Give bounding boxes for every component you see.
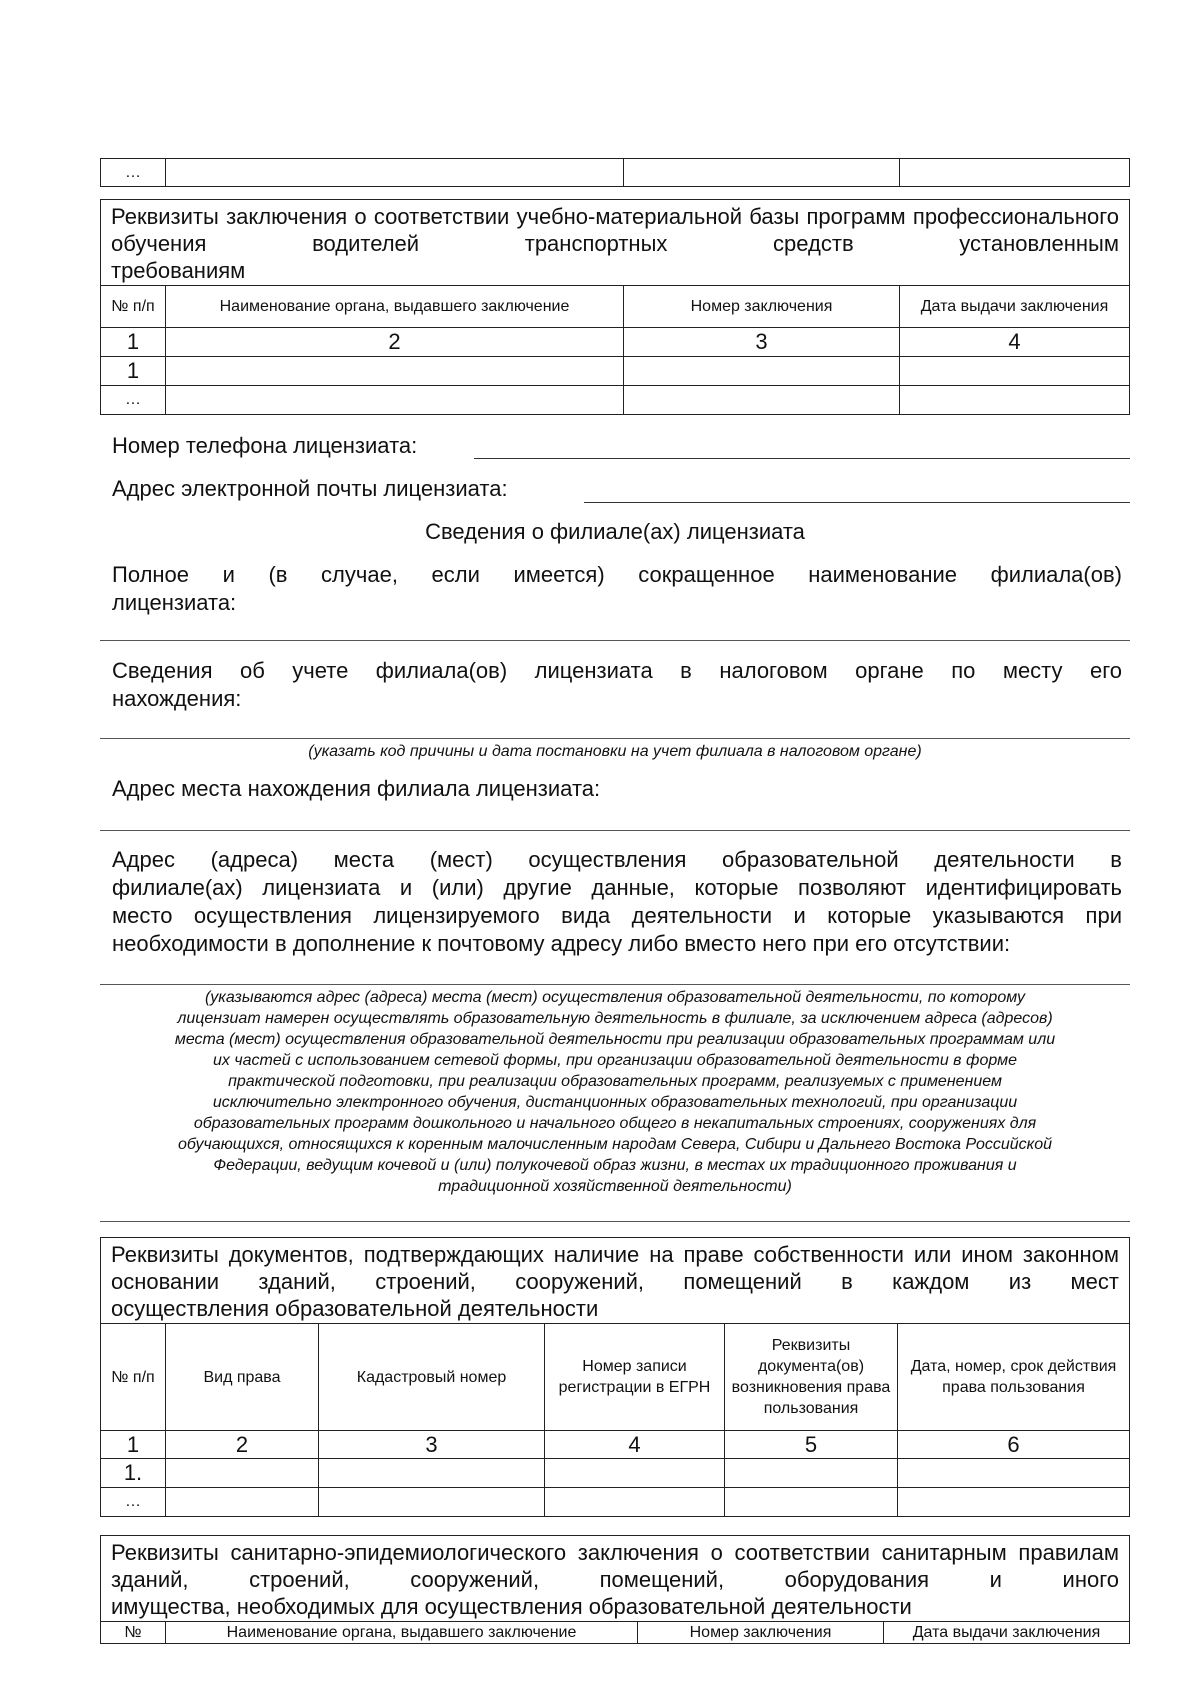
table-conclusion [100, 199, 1130, 415]
table-cell [166, 159, 624, 187]
column-number-row [101, 328, 1130, 357]
caption-text-last: имущества, необходимых для осуществления образовательной деятельности [111, 1594, 912, 1619]
text-line: нахождения: [112, 686, 242, 711]
column-number: 5 [725, 1431, 898, 1459]
activity-address-label [112, 846, 1122, 958]
table-cell [900, 159, 1130, 187]
table-cell [898, 1488, 1130, 1517]
table-property-documents [100, 1237, 1130, 1517]
caption-text: Реквизиты документов, подтверждающих наличие на праве собственности или ином законном основании зданий, строений, сооружений, помещений в каждом из мест [111, 1242, 1119, 1294]
hint-line: (указываются адрес (адреса) места (мест) осуществления образовательной деятельности, по которому [204, 989, 1026, 1006]
column-number: 3 [319, 1431, 545, 1459]
table-row [101, 1488, 1130, 1517]
caption-text: Реквизиты заключения о соответствии учебно-материальной базы программ профессионального обучения водителей транспортных средств установленным [111, 204, 1119, 256]
hint-line: образовательных программ дошкольного и начального общего в некапитальных строениях, сооружениях для [193, 1115, 1037, 1132]
column-header: № [101, 1622, 166, 1644]
table-caption [101, 200, 1130, 286]
column-number: 2 [166, 328, 624, 357]
column-header: Наименование органа, выдавшего заключение [166, 1622, 638, 1644]
column-header: Номер записи регистрации в ЕГРН [545, 1324, 725, 1431]
caption-text-last: осуществления образовательной деятельности [111, 1296, 599, 1321]
column-number: 2 [166, 1431, 319, 1459]
branch-tax-hint: (указать код причины и дата постановки на учет филиала в налоговом органе) [308, 743, 922, 760]
hint-line: практической подготовки, при реализации образовательных программ, реализуемых с применением [228, 1073, 1002, 1090]
table-cell [900, 357, 1130, 386]
table-sanitary-conclusion [100, 1535, 1130, 1644]
column-number: 4 [545, 1431, 725, 1459]
column-number: 6 [898, 1431, 1130, 1459]
column-number: 1 [101, 328, 166, 357]
branch-tax-line [100, 738, 1130, 739]
table-cell [624, 159, 900, 187]
table-cell [725, 1488, 898, 1517]
table-cell [319, 1459, 545, 1488]
row-number-cell: 1. [101, 1459, 166, 1488]
table-cell [898, 1459, 1130, 1488]
row-number-cell: … [101, 1488, 166, 1517]
branch-address-label: Адрес места нахождения филиала лицензиата: [112, 776, 601, 801]
text-line: Полное и (в случае, если имеется) сокращенное наименование филиала(ов) [112, 562, 1122, 587]
row-number-cell: … [101, 159, 166, 187]
hint-line: их частей с использованием сетевой формы, при организации образовательной деятельности в форме [212, 1052, 1017, 1069]
column-header: Вид права [166, 1324, 319, 1431]
text-line: филиале(ах) лицензиата и (или) другие данные, которые позволяют идентифицировать [112, 875, 1122, 900]
table-header-row [101, 286, 1130, 328]
table-cell [166, 386, 624, 415]
email-field-line [584, 502, 1130, 503]
table-cell [725, 1459, 898, 1488]
column-header: Номер заключения [638, 1622, 884, 1644]
branch-tax-label [112, 657, 1122, 713]
hint-line: лицензиат намерен осуществлять образовательную деятельность в филиале, за исключением адреса (адресов) [177, 1010, 1053, 1027]
table-cell [166, 1488, 319, 1517]
activity-address-hint [100, 987, 1130, 1197]
table-caption [101, 1238, 1130, 1324]
table-header-row [101, 1622, 1130, 1644]
branch-address-line [100, 830, 1130, 831]
column-header: Номер заключения [624, 286, 900, 328]
column-header: Дата выдачи заключения [884, 1622, 1130, 1644]
column-number: 3 [624, 328, 900, 357]
branch-name-label [112, 561, 1122, 617]
table-row [101, 386, 1130, 415]
text-line: Сведения об учете филиала(ов) лицензиата в налоговом органе по месту его [112, 658, 1122, 683]
table-cell [166, 357, 624, 386]
hint-line: места (мест) осуществления образовательной деятельности при реализации образовательных программам или [174, 1031, 1056, 1048]
text-line: необходимости в дополнение к почтовому адресу либо вместо него при его отсутствии: [112, 931, 1011, 956]
table-cell [319, 1488, 545, 1517]
row-number-cell: … [101, 386, 166, 415]
column-header: Реквизиты документа(ов) возникновения права пользования [725, 1324, 898, 1431]
table-header-row [101, 1324, 1130, 1431]
table-row [101, 159, 1130, 187]
hint-line: Федерации, ведущим кочевой и (или) полукочевой образ жизни, в местах их традиционного проживания и [213, 1157, 1017, 1174]
phone-label: Номер телефона лицензиата: [112, 433, 418, 458]
hint-line: традиционной хозяйственной деятельности) [438, 1178, 792, 1195]
table-cell [545, 1459, 725, 1488]
email-label: Адрес электронной почты лицензиата: [112, 476, 508, 501]
text-line: место осуществления лицензируемого вида деятельности и которые указываются при [112, 903, 1122, 928]
branch-name-line [100, 640, 1130, 641]
activity-address-bottom-line [100, 1221, 1130, 1222]
column-header: Дата выдачи заключения [900, 286, 1130, 328]
column-header: Дата, номер, срок действия права пользования [898, 1324, 1130, 1431]
table-top-continuation [100, 158, 1130, 187]
column-header: № п/п [101, 1324, 166, 1431]
table-cell [624, 386, 900, 415]
branch-section-title: Сведения о филиале(ах) лицензиата [425, 519, 805, 544]
phone-field-line [474, 458, 1130, 459]
text-line: Адрес (адреса) места (мест) осуществления образовательной деятельности в [112, 847, 1122, 872]
row-number-cell: 1 [101, 357, 166, 386]
table-row [101, 357, 1130, 386]
column-number-row [101, 1431, 1130, 1459]
table-caption [101, 1536, 1130, 1622]
caption-text: Реквизиты санитарно-эпидемиологического заключения о соответствии санитарным правилам зданий, строений, сооружений, помещений, оборудования и иного [111, 1540, 1119, 1592]
hint-line: обучающихся, относящихся к коренным малочисленным народам Севера, Сибири и Дальнего Востока Российской [177, 1136, 1053, 1153]
column-number: 1 [101, 1431, 166, 1459]
column-number: 4 [900, 328, 1130, 357]
table-cell [545, 1488, 725, 1517]
table-cell [900, 386, 1130, 415]
activity-address-line [100, 984, 1130, 985]
text-line: лицензиата: [112, 590, 237, 615]
column-header: № п/п [101, 286, 166, 328]
column-header: Кадастровый номер [319, 1324, 545, 1431]
table-cell [624, 357, 900, 386]
table-row [101, 1459, 1130, 1488]
caption-text-last: требованиям [111, 258, 246, 283]
table-cell [166, 1459, 319, 1488]
column-header: Наименование органа, выдавшего заключение [166, 286, 624, 328]
hint-line: исключительно электронного обучения, дистанционных образовательных технологий, при организации [212, 1094, 1018, 1111]
